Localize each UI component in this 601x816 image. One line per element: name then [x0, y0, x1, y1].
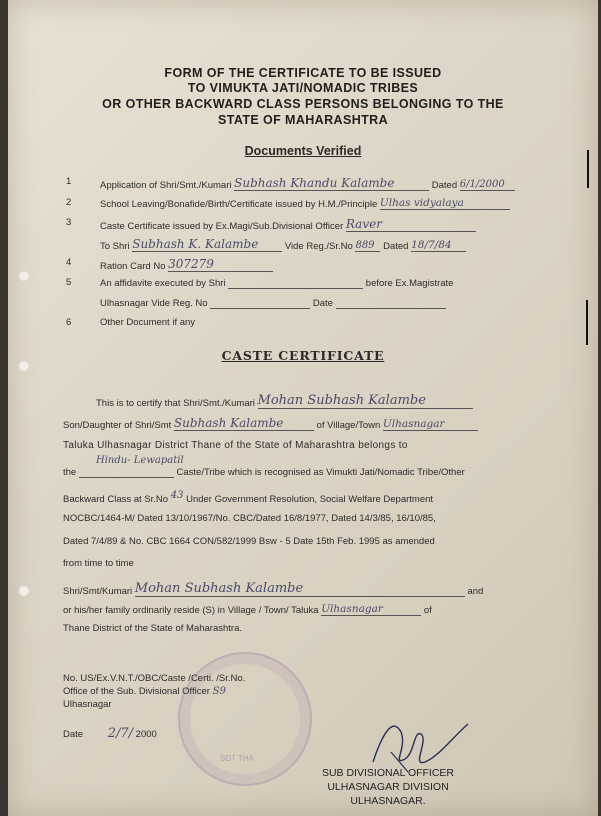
caste-certificate-heading: CASTE CERTIFICATE [221, 348, 385, 363]
document-item-4 [100, 257, 273, 272]
document-item-1 [100, 176, 515, 191]
affidavit-field [228, 277, 363, 289]
date-label: Date [312, 298, 333, 309]
documents-verified-heading: Documents Verified [244, 144, 362, 158]
village-label: of Village/Town [316, 420, 381, 431]
handwritten-taluka: Ulhasnagar [321, 603, 383, 615]
certificate-line-6: NOCBC/1464-M/ Dated 13/10/1967/No. CBC/Dated 16/8/1977, Dated 14/3/85, 16/10/85, [63, 513, 436, 524]
taluka-field [321, 603, 421, 616]
reg-field [210, 297, 310, 309]
handwritten-office-code: S9 [212, 686, 226, 697]
document-item-3 [100, 217, 476, 232]
certificate-line-9 [63, 581, 533, 597]
date-line [63, 726, 157, 741]
handwritten-date: 6/1/2000 [459, 179, 505, 190]
magistrate-label: before Ex.Magistrate [365, 278, 454, 289]
residence-text: or his/her family ordinarily reside (S) in Village / Town/ Taluka [63, 605, 319, 616]
dated-label: Dated [383, 241, 409, 252]
handwritten-parent-name: Subhash Kalambe [173, 416, 284, 430]
certificate-line-10 [63, 603, 533, 616]
the-text: the [63, 467, 77, 478]
date-label: Date [63, 729, 84, 740]
applicant-name-field [258, 393, 473, 409]
officer-field [346, 217, 476, 232]
officer-place: ULHASNAGAR. [350, 795, 426, 807]
margin-mark [586, 300, 588, 345]
certificate-page [8, 0, 598, 816]
office-line [63, 686, 226, 697]
item-label: Application of Shri/Smt./Kumari [100, 180, 232, 191]
item-label: To Shri [100, 241, 130, 252]
certificate-line-11: Thane District of the State of Maharashtra. [63, 623, 243, 634]
name-field [132, 237, 282, 252]
village-field [383, 418, 478, 431]
form-title-line-1: FORM OF THE CERTIFICATE TO BE ISSUED [164, 66, 442, 80]
punch-hole [18, 270, 30, 282]
certificate-line-4 [63, 466, 533, 478]
handwritten-caste: Hindu- Lewapatil [96, 455, 184, 466]
document-item-2 [100, 197, 510, 210]
item-label: Caste Certificate issued by Ex.Magi/Sub.Divisional Officer [100, 221, 344, 232]
form-title-line-4: STATE OF MAHARASHTRA [217, 113, 389, 127]
certify-text: This is to certify that Shri/Smt./Kumari [96, 398, 255, 409]
handwritten-applicant-name: Mohan Subhash Kalambe [257, 393, 426, 408]
item-label: School Leaving/Bonafide/Birth/Certificate issued by H.M./Principle [100, 199, 378, 210]
document-item-6 [100, 317, 195, 328]
caste-recognition-text: Caste/Tribe which is recognised as Vimukti Jati/Nomadic Tribe/Other [176, 467, 465, 478]
item-label: An affidavite executed by Shri [100, 278, 226, 289]
handwritten-reg: 889 [355, 240, 375, 251]
handwritten-date: 2/7/ [107, 726, 134, 741]
handwritten-name: Subhash K. Kalambe [132, 237, 259, 251]
document-item-5-continued [100, 297, 446, 309]
and-text: and [467, 586, 484, 597]
form-title-line-2: TO VIMUKTA JATI/NOMADIC TRIBES [187, 81, 419, 95]
dated-label: Dated [431, 180, 458, 191]
parent-name-field [174, 416, 314, 431]
certificate-caste-handwriting [96, 455, 566, 466]
certificate-line-7: Dated 7/4/89 & No. CBC 1664 CON/582/1999 Bsw - 5 Date 15th Feb. 1995 as amended [63, 536, 435, 547]
person-label: Shri/Smt/Kumari [63, 586, 133, 597]
punch-hole [18, 585, 30, 597]
person-name-field [135, 581, 465, 597]
office-label: Office of the Sub. Divisional Officer [63, 686, 210, 697]
name-field [234, 176, 429, 191]
item-label: Other Document if any [100, 317, 196, 328]
certificate-line-8: from time to time [63, 558, 134, 569]
parent-label: Son/Daughter of Shri/Smt [63, 420, 172, 431]
certificate-line-5 [63, 490, 533, 505]
item-number: 3 [66, 217, 72, 228]
item-number: 1 [66, 176, 72, 187]
certificate-line-1 [96, 393, 566, 409]
document-item-5 [100, 277, 453, 289]
item-label: Ulhasnagar Vide Reg. No [100, 298, 208, 309]
resolution-text: Under Government Resolution, Social Welfare Department [186, 494, 434, 505]
item-number: 5 [66, 277, 72, 288]
ration-field [168, 257, 273, 272]
certificate-line-3: Taluka Ulhasnagar District Thane of the State of Maharashtra belongs to [63, 440, 408, 451]
school-field [380, 197, 510, 210]
date-field [460, 179, 515, 191]
certificate-line-2 [63, 416, 533, 431]
handwritten-village: Ulhasnagar [382, 418, 445, 430]
officer-title: SUB DIVISIONAL OFFICER [321, 767, 455, 779]
item-number: 2 [66, 197, 72, 208]
handwritten-date: 18/7/84 [411, 239, 452, 251]
officer-division: ULHASNAGAR DIVISION [327, 781, 449, 793]
document-item-3-continued [100, 237, 466, 252]
of-text: of [423, 605, 432, 616]
item-number: 6 [66, 317, 72, 328]
handwritten-school: Ulhas vidyalaya [379, 197, 464, 209]
backward-class-text: Backward Class at Sr.No [63, 494, 169, 505]
seal-text: SDT THA [220, 754, 254, 763]
place-line: Ulhasnagar [63, 699, 112, 710]
date-year: 2000 [135, 729, 157, 740]
item-number: 4 [66, 257, 72, 268]
handwritten-place: Raver [345, 217, 382, 231]
handwritten-person-name: Mohan Subhash Kalambe [134, 581, 304, 596]
certificate-number-line: No. US/Ex.V.N.T./OBC/Caste /Certi. /Sr.No. [63, 673, 246, 684]
handwritten-name: Subhash Khandu Kalambe [234, 176, 395, 190]
form-title-line-3: OR OTHER BACKWARD CLASS PERSONS BELONGING TO THE [102, 97, 504, 111]
reg-field [355, 240, 380, 252]
date-field [411, 239, 466, 252]
item-label: Ration Card No [100, 261, 166, 272]
caste-field [79, 466, 174, 478]
handwritten-serial-number: 43 [170, 490, 184, 501]
handwritten-ration-number: 307279 [168, 257, 214, 271]
reg-label: Vide Reg./Sr.No [284, 241, 353, 252]
date-field [336, 297, 446, 309]
